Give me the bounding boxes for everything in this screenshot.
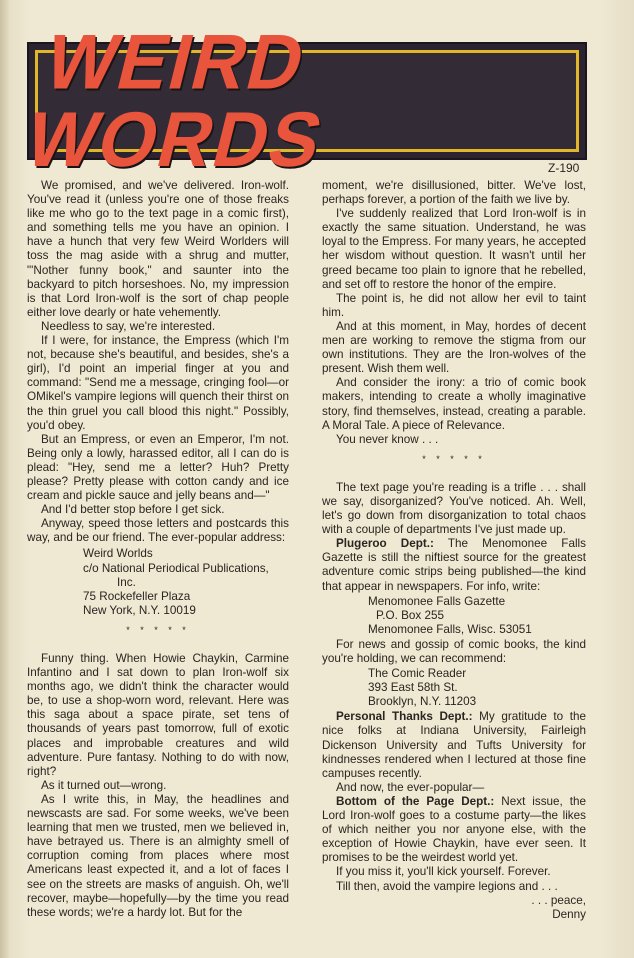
mailing-address	[83, 547, 289, 617]
right-paragraph-7: The text page you're reading is a trifle . . . shall we say, disorganized? You've noticed. Ah. Well, let's go down from disorganization to total chaos with a couple of departments I've just made up.	[322, 480, 586, 537]
dept-label: Plugeroo Dept.:	[336, 537, 434, 551]
signature	[322, 894, 586, 922]
dept-label: Personal Thanks Dept.:	[336, 710, 473, 724]
signature-name: Denny	[552, 907, 586, 921]
address-line: New York, N.Y. 10019	[83, 603, 196, 617]
right-paragraph-11: And now, the ever-popular—	[336, 780, 485, 794]
address-line: 75 Rockefeller Plaza	[83, 589, 191, 603]
address-line: c/o National Periodical Publications,	[83, 561, 269, 575]
issue-code: Z-190	[548, 161, 580, 175]
thanks-text: My gratitude to the nice folks at Indiana University, Fairleigh Dickenson University and Tufts University for kindnesses rendered when I lectured at those fine campuses recently.	[322, 710, 586, 780]
comic-reader-address	[368, 667, 586, 709]
left-paragraph-5: And I'd better stop before I get sick.	[41, 503, 225, 517]
gazette-address	[368, 595, 586, 637]
right-column	[322, 179, 586, 922]
left-paragraph-2: Needless to say, we're interested.	[41, 319, 216, 333]
bottom-paragraph	[322, 795, 586, 865]
address-line: Menomonee Falls, Wisc. 53051	[368, 622, 532, 636]
right-paragraph-13: If you miss it, you'll kick yourself. Forever.	[336, 865, 551, 879]
left-paragraph-6: Anyway, speed those letters and postcards this way, and be our friend. The ever-popular address:	[27, 517, 289, 545]
address-line: P.O. Box 255	[376, 608, 445, 622]
address-line: The Comic Reader	[368, 667, 467, 681]
right-paragraph-2: I've suddenly realized that Lord Iron-wolf is in exactly the same situation. Understand, he was loyal to the Empress. For many years, he accepted her wisdom without question. It wasn't until her greed became too plain to ignore that he rebelled, and set off to restore the honor of the empire.	[322, 207, 586, 291]
address-line: 393 East 58th St.	[368, 681, 458, 695]
left-paragraph-4: But an Empress, or even an Emperor, I'm not. Being only a lowly, harassed editor, all I can do is plead: "Hey, send me a letter? Huh? Pretty please? Pretty please with cotton candy and ice cream and pickle sauce and jelly beans and—"	[27, 432, 289, 503]
signature-line: . . . peace,	[531, 893, 586, 907]
address-line: Menomonee Falls Gazette	[368, 594, 506, 608]
left-paragraph-3: If I were, for instance, the Empress (which I'm not, because she's beautiful, and besides, she's a girl), I'd point an imperial finger at you and command: "Send me a message, cringing fool—or OMikel's vampire legions will quench their thirst on the thin gruel you call blood this night." Possibly, you'd obey.	[27, 334, 289, 432]
address-line: Weird Worlds	[83, 547, 153, 561]
left-paragraph-8: As it turned out—wrong.	[41, 778, 167, 792]
left-paragraph-9: As I write this, in May, the headlines and newscasts are sad. For some weeks, we've been learning that men we trusted, men we believed in, have betrayed us. There is an almighty smell of corruption coming from places where most Americans least expected it, and a lot of faces I see on the streets are masks of anguish. Oh, we'll recover, maybe—hopefully—by the time you read these words; we're a hardy lot. But for the	[27, 792, 289, 919]
section-divider: * * * * *	[126, 624, 190, 635]
plugeroo-text: The Menomonee Falls Gazette is still the niftiest source for the greatest adventure comic strips being published—the kind that appear in newspapers. For info, write:	[322, 537, 586, 593]
page-title: WEIRD WORDS	[17, 18, 333, 183]
left-paragraph-7: Funny thing. When Howie Chaykin, Carmine Infantino and I sat down to plan Iron-wolf six months ago, we didn't think the character would be, to use a shop-worn word, relevant. Here was this saga about a space pirate, set tens of thousands of years past tomorrow, full of exotic places and improbable creatures and wild adventure. Pure fantasy. Nothing to do with now, right?	[27, 652, 289, 778]
right-paragraph-1: moment, we're disillusioned, bitter. We've lost, perhaps forever, a portion of the faith we live by.	[322, 179, 586, 207]
section-divider: * * * * *	[422, 453, 486, 464]
right-paragraph-6: You never know . . .	[336, 432, 439, 446]
right-paragraph-4: And at this moment, in May, hordes of decent men are working to remove the stigma from our own institutions. They are the Iron-wolves of the present. Wish them well.	[322, 319, 586, 376]
bottom-text: Next issue, the Lord Iron-wolf goes to a costume party—the likes of which neither you nor anyone else, with the exception of Howie Chaykin, have ever seen. It promises to be the weirdest world yet.	[322, 794, 586, 865]
right-paragraph-14: Till then, avoid the vampire legions and . . .	[336, 879, 558, 893]
right-paragraph-3: The point is, he did not allow her evil to taint him.	[322, 291, 586, 319]
plugeroo-paragraph	[322, 537, 586, 593]
left-column	[27, 179, 289, 920]
address-line: Brooklyn, N.Y. 11203	[368, 695, 477, 709]
address-line: Inc.	[117, 575, 136, 589]
dept-label: Bottom of the Page Dept.:	[336, 794, 495, 808]
left-paragraph-1: We promised, and we've delivered. Iron-wolf. You've read it (unless you're one of those freaks like me who go to the text page in a comic first), and something tells me you have an opinion. I have a hunch that very few Weird Worlders will toss the mag aside with a shrug and mutter, "'Nother funny book," and saunter into the backyard to pitch horseshoes. No, my impression is that Lord Iron-wolf is the sort of chap people either love dearly or hate vehemently.	[27, 179, 289, 319]
right-paragraph-9: For news and gossip of comic books, the kind you're holding, we can recommend:	[322, 637, 586, 665]
page-spine	[0, 0, 10, 958]
right-paragraph-5: And consider the irony: a trio of comic book makers, intending to create a wholly imaginative story, find themselves, instead, creating a parable. A Moral Tale. A piece of Relevance.	[322, 376, 586, 432]
thanks-paragraph	[322, 710, 586, 780]
